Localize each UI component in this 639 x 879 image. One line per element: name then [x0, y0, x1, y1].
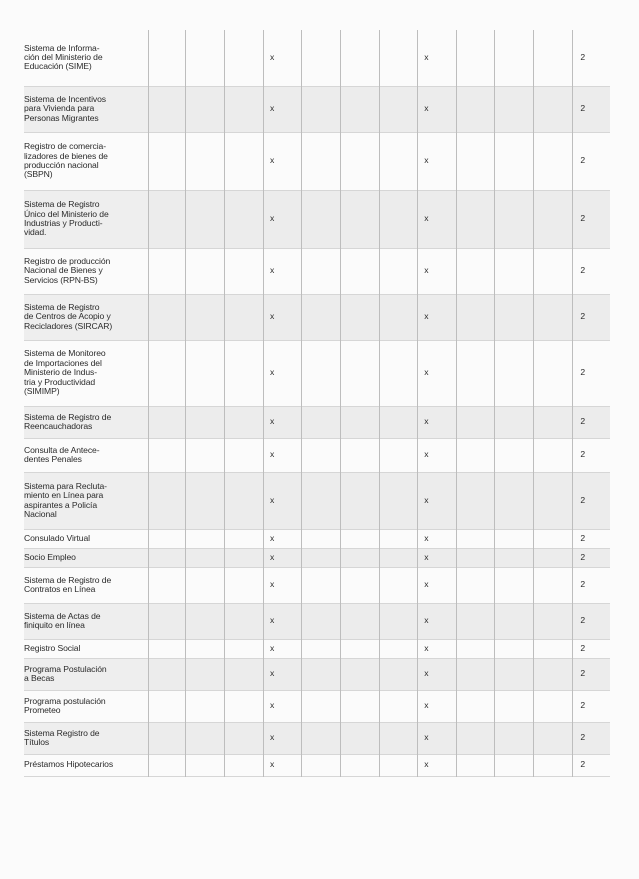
empty-cell	[148, 639, 185, 658]
empty-cell	[341, 190, 380, 248]
table-row	[24, 406, 610, 438]
empty-cell	[148, 472, 185, 529]
empty-cell	[224, 639, 263, 658]
mark-cell: x	[264, 190, 302, 248]
empty-cell	[148, 690, 185, 722]
empty-cell	[302, 754, 341, 776]
empty-cell	[185, 603, 224, 639]
table-row	[24, 690, 610, 722]
system-name: Sistema de Informa- ción del Ministerio de Educación (SIME)	[24, 42, 103, 72]
system-name: Consulta de Antece- dentes Penales	[24, 444, 100, 464]
empty-cell	[302, 340, 341, 406]
empty-cell	[302, 529, 341, 548]
empty-cell	[534, 406, 573, 438]
empty-cell	[534, 30, 573, 86]
empty-cell	[224, 658, 263, 690]
score-cell: 2	[573, 340, 610, 406]
empty-cell	[302, 690, 341, 722]
empty-cell	[341, 86, 380, 132]
empty-cell	[380, 406, 418, 438]
empty-cell	[380, 639, 418, 658]
mark-cell: x	[264, 529, 302, 548]
empty-cell	[224, 30, 263, 86]
empty-cell	[380, 548, 418, 567]
empty-cell	[457, 248, 495, 294]
empty-cell	[534, 132, 573, 190]
empty-cell	[185, 30, 224, 86]
mark-cell: x	[418, 722, 457, 754]
table-body	[24, 30, 610, 776]
empty-cell	[380, 722, 418, 754]
table-row	[24, 754, 610, 776]
empty-cell	[495, 86, 534, 132]
empty-cell	[341, 603, 380, 639]
empty-cell	[185, 472, 224, 529]
empty-cell	[302, 190, 341, 248]
table-row	[24, 30, 610, 86]
system-name: Sistema de Registro de Reencauchadoras	[24, 406, 148, 438]
empty-cell	[302, 438, 341, 472]
empty-cell	[341, 658, 380, 690]
mark-cell: x	[418, 567, 457, 603]
table-row	[24, 548, 610, 567]
mark-cell: x	[264, 438, 302, 472]
empty-cell	[302, 548, 341, 567]
empty-cell	[457, 340, 495, 406]
table-row	[24, 340, 610, 406]
empty-cell	[185, 567, 224, 603]
empty-cell	[302, 472, 341, 529]
empty-cell	[341, 406, 380, 438]
empty-cell	[224, 603, 263, 639]
mark-cell: x	[264, 690, 302, 722]
empty-cell	[185, 190, 224, 248]
score-cell: 2	[573, 86, 610, 132]
empty-cell	[495, 658, 534, 690]
empty-cell	[224, 529, 263, 548]
mark-cell: x	[418, 754, 457, 776]
system-name: Sistema de Actas de finiquito en línea	[24, 603, 148, 639]
empty-cell	[185, 132, 224, 190]
empty-cell	[380, 472, 418, 529]
empty-cell	[148, 190, 185, 248]
empty-cell	[534, 603, 573, 639]
mark-cell: x	[264, 658, 302, 690]
mark-cell: x	[418, 30, 457, 86]
empty-cell	[341, 690, 380, 722]
score-cell: 2	[573, 548, 610, 567]
empty-cell	[457, 294, 495, 340]
empty-cell	[457, 438, 495, 472]
empty-cell	[224, 248, 263, 294]
empty-cell	[224, 190, 263, 248]
mark-cell: x	[264, 294, 302, 340]
empty-cell	[380, 190, 418, 248]
system-name: Sistema de Registro de Centros de Acopio y Recicladores (SIRCAR)	[24, 294, 148, 340]
empty-cell	[341, 529, 380, 548]
empty-cell	[495, 722, 534, 754]
score-cell: 2	[573, 30, 610, 86]
empty-cell	[457, 190, 495, 248]
system-name: Sistema para Recluta- miento en Línea para aspirantes a Policía Nacional	[24, 472, 148, 529]
empty-cell	[185, 406, 224, 438]
empty-cell	[224, 86, 263, 132]
empty-cell	[380, 30, 418, 86]
empty-cell	[380, 248, 418, 294]
table-row	[24, 438, 610, 472]
empty-cell	[534, 340, 573, 406]
empty-cell	[457, 548, 495, 567]
system-name: Consulado Virtual	[24, 532, 90, 543]
table-row	[24, 658, 610, 690]
empty-cell	[224, 340, 263, 406]
empty-cell	[148, 548, 185, 567]
system-name: Sistema de Incentivos para Vivienda para Personas Migrantes	[24, 86, 148, 132]
empty-cell	[148, 248, 185, 294]
score-cell: 2	[573, 472, 610, 529]
empty-cell	[302, 603, 341, 639]
table-row	[24, 190, 610, 248]
empty-cell	[380, 438, 418, 472]
empty-cell	[457, 132, 495, 190]
empty-cell	[380, 658, 418, 690]
empty-cell	[148, 132, 185, 190]
empty-cell	[534, 529, 573, 548]
empty-cell	[302, 567, 341, 603]
table-row	[24, 722, 610, 754]
empty-cell	[534, 567, 573, 603]
empty-cell	[302, 294, 341, 340]
mark-cell: x	[264, 603, 302, 639]
empty-cell	[495, 406, 534, 438]
mark-cell: x	[264, 340, 302, 406]
empty-cell	[148, 340, 185, 406]
empty-cell	[534, 658, 573, 690]
empty-cell	[534, 722, 573, 754]
empty-cell	[495, 754, 534, 776]
empty-cell	[457, 30, 495, 86]
empty-cell	[302, 658, 341, 690]
system-name: Registro de producción Nacional de Bienes y Servicios (RPN-BS)	[24, 255, 111, 285]
score-cell: 2	[573, 603, 610, 639]
empty-cell	[495, 472, 534, 529]
empty-cell	[148, 722, 185, 754]
score-cell: 2	[573, 639, 610, 658]
score-cell: 2	[573, 754, 610, 776]
empty-cell	[224, 567, 263, 603]
empty-cell	[185, 754, 224, 776]
empty-cell	[185, 340, 224, 406]
mark-cell: x	[418, 603, 457, 639]
mark-cell: x	[418, 438, 457, 472]
empty-cell	[185, 722, 224, 754]
empty-cell	[495, 639, 534, 658]
mark-cell: x	[418, 472, 457, 529]
mark-cell: x	[264, 86, 302, 132]
empty-cell	[302, 722, 341, 754]
system-name: Programa postulación Prometeo	[24, 695, 106, 715]
empty-cell	[380, 754, 418, 776]
empty-cell	[457, 690, 495, 722]
empty-cell	[185, 690, 224, 722]
empty-cell	[341, 340, 380, 406]
table-row	[24, 567, 610, 603]
system-name: Préstamos Hipotecarios	[24, 759, 114, 770]
empty-cell	[185, 658, 224, 690]
mark-cell: x	[264, 639, 302, 658]
empty-cell	[380, 529, 418, 548]
empty-cell	[341, 639, 380, 658]
empty-cell	[302, 132, 341, 190]
empty-cell	[341, 132, 380, 190]
empty-cell	[148, 30, 185, 86]
empty-cell	[224, 548, 263, 567]
empty-cell	[457, 639, 495, 658]
score-cell: 2	[573, 722, 610, 754]
empty-cell	[534, 754, 573, 776]
score-cell: 2	[573, 406, 610, 438]
empty-cell	[534, 639, 573, 658]
system-name: Sistema Registro de Títulos	[24, 722, 148, 754]
empty-cell	[341, 472, 380, 529]
empty-cell	[185, 294, 224, 340]
empty-cell	[380, 690, 418, 722]
table-row	[24, 248, 610, 294]
empty-cell	[495, 567, 534, 603]
empty-cell	[457, 603, 495, 639]
mark-cell: x	[264, 472, 302, 529]
empty-cell	[148, 438, 185, 472]
empty-cell	[495, 132, 534, 190]
system-name: Sistema de Registro Único del Ministerio de Industrias y Producti- vidad.	[24, 190, 148, 248]
empty-cell	[302, 30, 341, 86]
score-cell: 2	[573, 658, 610, 690]
empty-cell	[224, 406, 263, 438]
empty-cell	[302, 639, 341, 658]
empty-cell	[341, 567, 380, 603]
empty-cell	[457, 722, 495, 754]
empty-cell	[185, 438, 224, 472]
system-name: Programa Postulación a Becas	[24, 658, 148, 690]
score-cell: 2	[573, 529, 610, 548]
empty-cell	[495, 248, 534, 294]
empty-cell	[224, 754, 263, 776]
system-name: Socio Empleo	[24, 548, 148, 567]
empty-cell	[148, 567, 185, 603]
empty-cell	[185, 86, 224, 132]
score-cell: 2	[573, 567, 610, 603]
score-cell: 2	[573, 190, 610, 248]
empty-cell	[185, 529, 224, 548]
empty-cell	[534, 294, 573, 340]
system-name: Sistema de Registro de Contratos en Línea	[24, 574, 112, 594]
empty-cell	[380, 86, 418, 132]
score-cell: 2	[573, 294, 610, 340]
empty-cell	[380, 603, 418, 639]
score-cell: 2	[573, 132, 610, 190]
empty-cell	[341, 294, 380, 340]
empty-cell	[495, 603, 534, 639]
empty-cell	[380, 132, 418, 190]
empty-cell	[380, 340, 418, 406]
empty-cell	[148, 603, 185, 639]
empty-cell	[534, 548, 573, 567]
system-name: Sistema de Monitoreo de Importaciones del Ministerio de Indus- tria y Productividad (SIMIMP)	[24, 348, 106, 397]
empty-cell	[457, 86, 495, 132]
empty-cell	[457, 754, 495, 776]
mark-cell: x	[264, 248, 302, 294]
empty-cell	[495, 529, 534, 548]
empty-cell	[224, 722, 263, 754]
mark-cell: x	[264, 406, 302, 438]
empty-cell	[495, 340, 534, 406]
empty-cell	[341, 248, 380, 294]
empty-cell	[148, 294, 185, 340]
empty-cell	[534, 438, 573, 472]
empty-cell	[495, 294, 534, 340]
empty-cell	[185, 639, 224, 658]
empty-cell	[185, 248, 224, 294]
empty-cell	[495, 548, 534, 567]
empty-cell	[341, 30, 380, 86]
mark-cell: x	[264, 548, 302, 567]
mark-cell: x	[418, 690, 457, 722]
empty-cell	[341, 754, 380, 776]
mark-cell: x	[418, 639, 457, 658]
table-row	[24, 86, 610, 132]
empty-cell	[534, 86, 573, 132]
empty-cell	[457, 472, 495, 529]
empty-cell	[224, 294, 263, 340]
empty-cell	[224, 132, 263, 190]
empty-cell	[341, 548, 380, 567]
empty-cell	[224, 472, 263, 529]
mark-cell: x	[264, 567, 302, 603]
empty-cell	[495, 690, 534, 722]
table-row	[24, 603, 610, 639]
mark-cell: x	[264, 132, 302, 190]
empty-cell	[302, 86, 341, 132]
mark-cell: x	[418, 248, 457, 294]
mark-cell: x	[418, 406, 457, 438]
empty-cell	[534, 248, 573, 294]
empty-cell	[534, 472, 573, 529]
empty-cell	[495, 190, 534, 248]
mark-cell: x	[264, 30, 302, 86]
table-row	[24, 529, 610, 548]
mark-cell: x	[418, 529, 457, 548]
empty-cell	[302, 248, 341, 294]
mark-cell: x	[264, 754, 302, 776]
table-row	[24, 294, 610, 340]
empty-cell	[148, 754, 185, 776]
empty-cell	[224, 438, 263, 472]
empty-cell	[457, 658, 495, 690]
score-cell: 2	[573, 690, 610, 722]
empty-cell	[148, 529, 185, 548]
empty-cell	[457, 406, 495, 438]
empty-cell	[380, 294, 418, 340]
empty-cell	[341, 438, 380, 472]
empty-cell	[534, 190, 573, 248]
mark-cell: x	[264, 722, 302, 754]
mark-cell: x	[418, 294, 457, 340]
table-row	[24, 639, 610, 658]
empty-cell	[185, 548, 224, 567]
mark-cell: x	[418, 658, 457, 690]
system-name: Registro de comercia- lizadores de bienes de producción nacional (SBPN)	[24, 141, 108, 180]
table-row	[24, 472, 610, 529]
table-row	[24, 132, 610, 190]
empty-cell	[224, 690, 263, 722]
empty-cell	[495, 438, 534, 472]
mark-cell: x	[418, 548, 457, 567]
empty-cell	[457, 567, 495, 603]
mark-cell: x	[418, 86, 457, 132]
empty-cell	[148, 86, 185, 132]
empty-cell	[148, 658, 185, 690]
mark-cell: x	[418, 132, 457, 190]
empty-cell	[380, 567, 418, 603]
empty-cell	[341, 722, 380, 754]
empty-cell	[302, 406, 341, 438]
score-cell: 2	[573, 248, 610, 294]
system-name: Registro Social	[24, 642, 81, 653]
empty-cell	[495, 30, 534, 86]
empty-cell	[457, 529, 495, 548]
score-cell: 2	[573, 438, 610, 472]
empty-cell	[534, 690, 573, 722]
mark-cell: x	[418, 340, 457, 406]
systems-table	[24, 30, 610, 777]
mark-cell: x	[418, 190, 457, 248]
empty-cell	[148, 406, 185, 438]
